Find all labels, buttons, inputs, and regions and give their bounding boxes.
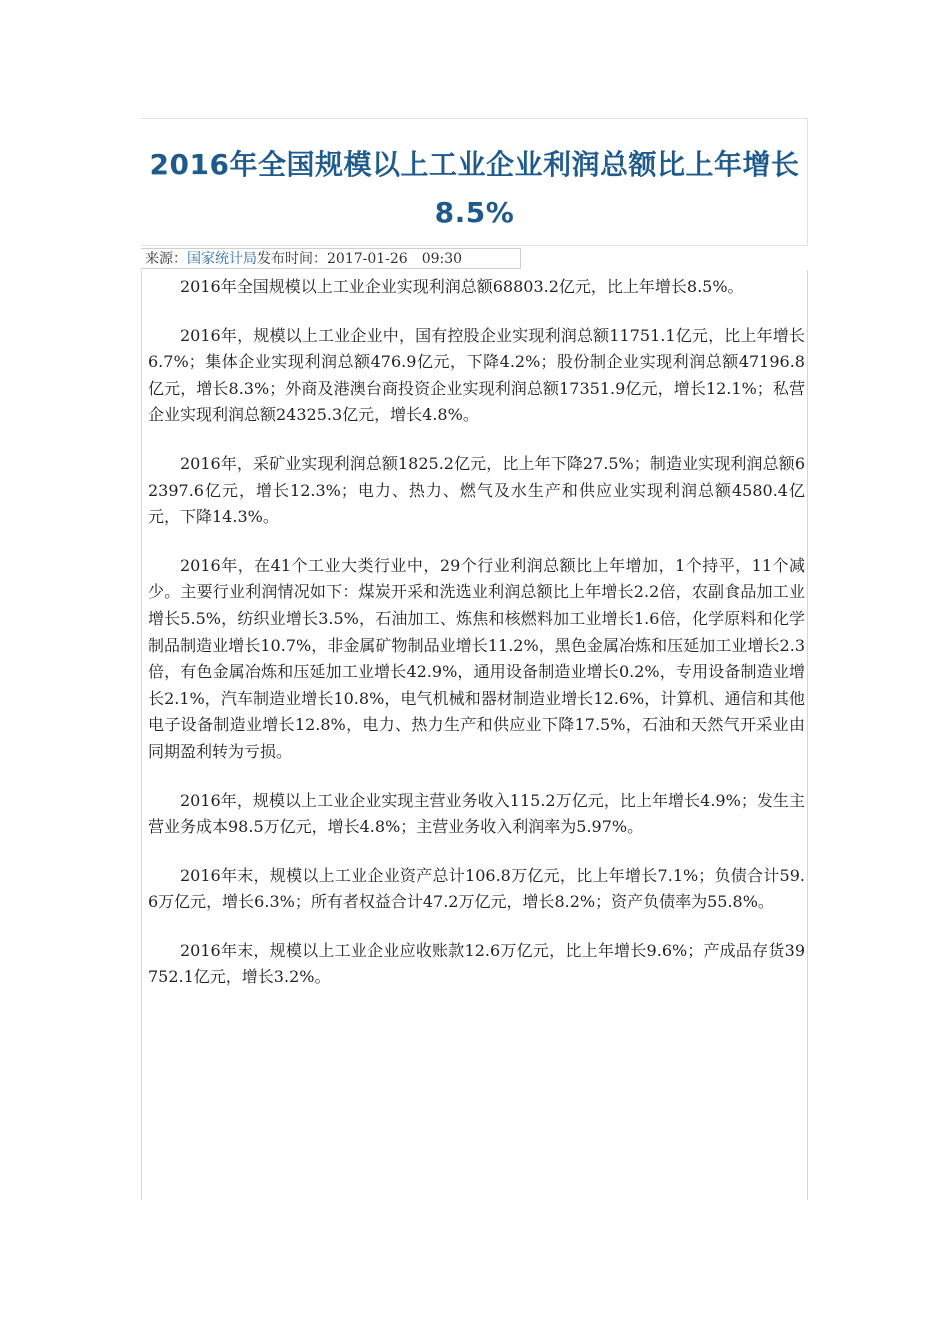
article-title: 2016年全国规模以上工业企业利润总额比上年增长8.5%	[149, 148, 800, 229]
source-link[interactable]: 国家统计局	[187, 251, 257, 267]
article-paragraph: 2016年末，规模以上工业企业资产总计106.8万亿元，比上年增长7.1%；负债合计59.6万亿元，增长6.3%；所有者权益合计47.2万亿元，增长8.2%；资产负债率为55.8%。	[148, 865, 805, 912]
article-paragraph: 2016年，在41个工业大类行业中，29个行业利润总额比上年增加，1个持平，11个减少。主要行业利润情况如下：煤炭开采和洗选业利润总额比上年增长2.2倍，农副食品加工业增长5.5%，纺织业增长3.5%，石油加工、炼焦和核燃料加工业增长1.6倍，化学原料和化学制品制造业增长10.7%，非金属矿物制品业增长11.2%，黑色金属冶炼和压延加工业增长2.3倍，有色金属冶炼和压延加工业增长42.9%，通用设备制造业增长0.2%，专用设备制造业增长2.1%，汽车制造业增长10.8%，电气机械和器材制造业增长12.6%，计算机、通信和其他电子设备制造业增长12.8%，电力、热力生产和供应业下降17.5%，石油和天然气开采业由同期盈利转为亏损。	[148, 555, 805, 761]
article-paragraph: 2016年全国规模以上工业企业实现利润总额68803.2亿元，比上年增长8.5%。	[180, 277, 744, 296]
publish-date: 2017-01-26	[327, 251, 408, 267]
article-body	[141, 270, 808, 1200]
article-paragraph: 2016年，规模以上工业企业中，国有控股企业实现利润总额11751.1亿元，比上年增长6.7%；集体企业实现利润总额476.9亿元，下降4.2%；股份制企业实现利润总额47196.8亿元，增长8.3%；外商及港澳台商投资企业实现利润总额17351.9亿元，增长12.1%；私营企业实现利润总额24325.3亿元，增长4.8%。	[148, 325, 805, 425]
article-paragraph: 2016年，采矿业实现利润总额1825.2亿元，比上年下降27.5%；制造业实现利润总额62397.6亿元，增长12.3%；电力、热力、燃气及水生产和供应业实现利润总额4580.4亿元，下降14.3%。	[148, 453, 805, 527]
article-meta	[141, 248, 521, 269]
publish-time: 09:30	[421, 251, 463, 267]
publish-label: 发布时间：	[257, 251, 327, 267]
source-label: 来源：	[145, 251, 187, 267]
title-box	[141, 118, 808, 246]
article-paragraph: 2016年，规模以上工业企业实现主营业务收入115.2万亿元，比上年增长4.9%；发生主营业务成本98.5万亿元，增长4.8%；主营业务收入利润率为5.97%。	[148, 790, 805, 837]
article-paragraph: 2016年末，规模以上工业企业应收账款12.6万亿元，比上年增长9.6%；产成品存货39752.1亿元，增长3.2%。	[148, 940, 805, 987]
